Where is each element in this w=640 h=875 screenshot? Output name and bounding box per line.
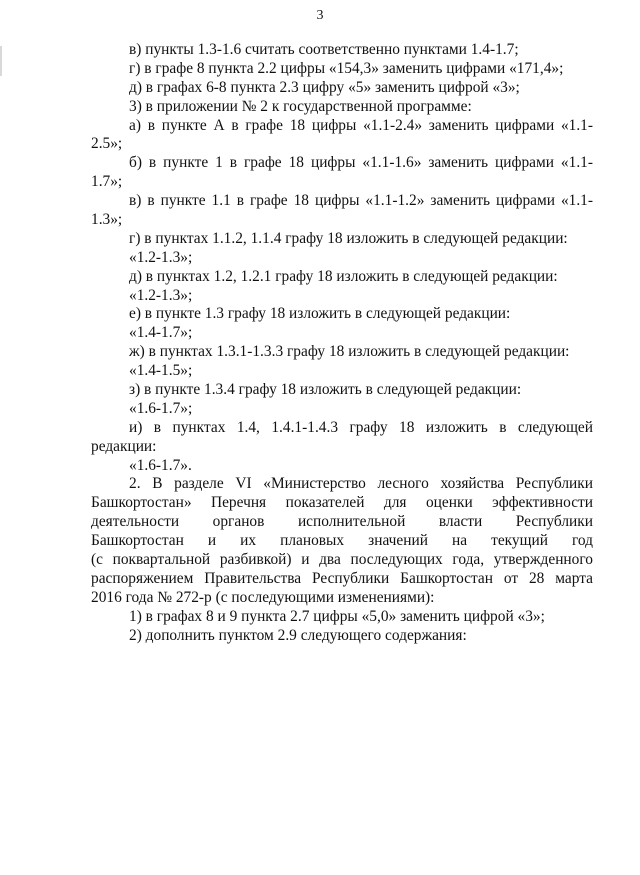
text-line: е) в пункте 1.3 графу 18 изложить в следующей редакции:	[129, 305, 511, 323]
text-line: распоряжением Правительства Республики Башкортостан от 28 марта	[91, 569, 593, 587]
text-line: Башкортостан и их плановых значений на текущий год	[91, 532, 593, 550]
document-body	[91, 41, 593, 646]
text-line: г) в пунктах 1.1.2, 1.1.4 графу 18 изложить в следующей редакции:	[129, 229, 568, 247]
text-line: 2) дополнить пунктом 2.9 следующего содержания:	[129, 626, 467, 644]
text-line: 2016 года № 272-р (с последующими изменениями):	[91, 588, 435, 606]
text-line: «1.6-1.7».	[129, 456, 192, 474]
text-line: «1.2-1.3»;	[129, 248, 193, 266]
text-line: 3) в приложении № 2 к государственной программе:	[129, 97, 472, 115]
text-line: «1.2-1.3»;	[129, 286, 193, 304]
scan-margin-mark	[0, 46, 2, 76]
text-line: д) в графах 6-8 пункта 2.3 цифру «5» заменить цифрой «3»;	[129, 78, 520, 96]
text-line: редакции:	[91, 437, 157, 455]
text-line: 2.5»;	[91, 135, 123, 153]
text-line: «1.4-1.7»;	[129, 324, 193, 342]
text-line: деятельности органов исполнительной власти Республики	[91, 513, 593, 531]
text-line: «1.6-1.7»;	[129, 399, 193, 417]
text-line: г) в графе 8 пункта 2.2 цифры «154,3» заменить цифрами «171,4»;	[129, 59, 564, 77]
text-line: в) в пункте 1.1 в графе 18 цифры «1.1-1.2» заменить цифрами «1.1-	[129, 192, 593, 210]
text-line: Башкортостан» Перечня показателей для оценки эффективности	[91, 494, 593, 512]
text-line: б) в пункте 1 в графе 18 цифры «1.1-1.6» заменить цифрами «1.1-	[129, 154, 593, 172]
text-line: 1.7»;	[91, 173, 123, 191]
text-line: 1) в графах 8 и 9 пункта 2.7 цифры «5,0» заменить цифрой «3»;	[129, 607, 545, 625]
text-line: 2. В разделе VI «Министерство лесного хозяйства Республики	[129, 475, 593, 493]
text-line: д) в пунктах 1.2, 1.2.1 графу 18 изложить в следующей редакции:	[129, 267, 558, 285]
text-line: и) в пунктах 1.4, 1.4.1-1.4.3 графу 18 изложить в следующей	[129, 418, 593, 436]
text-line: в) пункты 1.3-1.6 считать соответственно пунктами 1.4-1.7;	[129, 41, 519, 58]
text-line: «1.4-1.5»;	[129, 362, 193, 380]
text-line: а) в пункте А в графе 18 цифры «1.1-2.4» заменить цифрами «1.1-	[129, 116, 593, 134]
text-line: (с поквартальной разбивкой) и два последующих года, утвержденного	[91, 551, 593, 569]
text-line: 1.3»;	[91, 211, 123, 229]
page-number: 3	[316, 8, 324, 23]
text-line: ж) в пунктах 1.3.1-1.3.3 графу 18 изложить в следующей редакции:	[129, 343, 570, 361]
text-line: з) в пункте 1.3.4 графу 18 изложить в следующей редакции:	[129, 381, 522, 399]
